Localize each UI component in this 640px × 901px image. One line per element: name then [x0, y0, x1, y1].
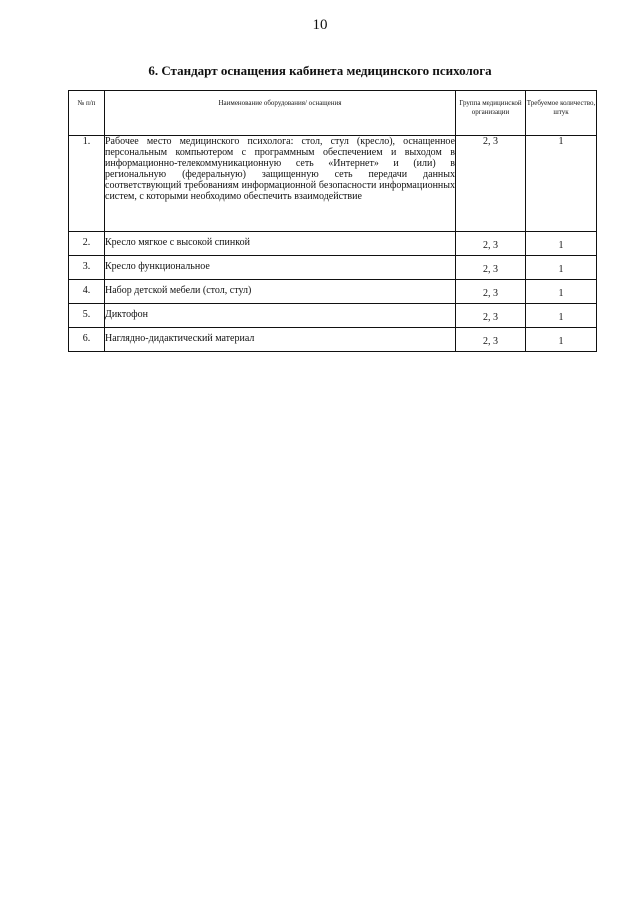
table-row: [69, 256, 597, 280]
row-num: 4.: [69, 280, 105, 304]
equipment-table: [68, 90, 597, 352]
row-qty: 1: [526, 256, 597, 280]
header-num: № п/п: [69, 91, 105, 136]
header-qty: Требуемое количество, штук: [526, 91, 597, 136]
row-qty: 1: [526, 136, 597, 232]
row-group: 2, 3: [456, 256, 526, 280]
section-title: 6. Стандарт оснащения кабинета медицинского психолога: [148, 63, 492, 78]
page-number: 10: [312, 17, 328, 33]
header-name: Наименование оборудования/ оснащения: [105, 91, 456, 136]
table-row: [69, 304, 597, 328]
row-qty: 1: [526, 328, 597, 352]
row-num: 3.: [69, 256, 105, 280]
table-row: [69, 280, 597, 304]
row-name: Рабочее место медицинского психолога: стол, стул (кресло), оснащенное персональным компьютером с программным обеспечением и выходом в информационно-телекоммуникационную сеть «Интернет» и (или) в региональную (федеральную) защищенную сеть передачи данных соответствующий требованиям информационной безопасности информационных систем, с которыми необходимо обеспечить взаимодействие: [105, 136, 456, 232]
row-num: 1.: [69, 136, 105, 232]
row-group: 2, 3: [456, 328, 526, 352]
row-num: 2.: [69, 232, 105, 256]
row-qty: 1: [526, 280, 597, 304]
row-name: Кресло функциональное: [105, 256, 456, 280]
row-num: 6.: [69, 328, 105, 352]
row-group: 2, 3: [456, 232, 526, 256]
row-name: Наглядно-дидактический материал: [105, 328, 456, 352]
table-header-row: [69, 91, 597, 136]
row-group: 2, 3: [456, 136, 526, 232]
row-qty: 1: [526, 232, 597, 256]
row-num: 5.: [69, 304, 105, 328]
row-name: Набор детской мебели (стол, стул): [105, 280, 456, 304]
row-group: 2, 3: [456, 280, 526, 304]
table-row: [69, 136, 597, 232]
row-qty: 1: [526, 304, 597, 328]
table-row: [69, 232, 597, 256]
table-row: [69, 328, 597, 352]
row-name: Диктофон: [105, 304, 456, 328]
row-name: Кресло мягкое с высокой спинкой: [105, 232, 456, 256]
header-group: Группа медицинской организации: [456, 91, 526, 136]
row-group: 2, 3: [456, 304, 526, 328]
